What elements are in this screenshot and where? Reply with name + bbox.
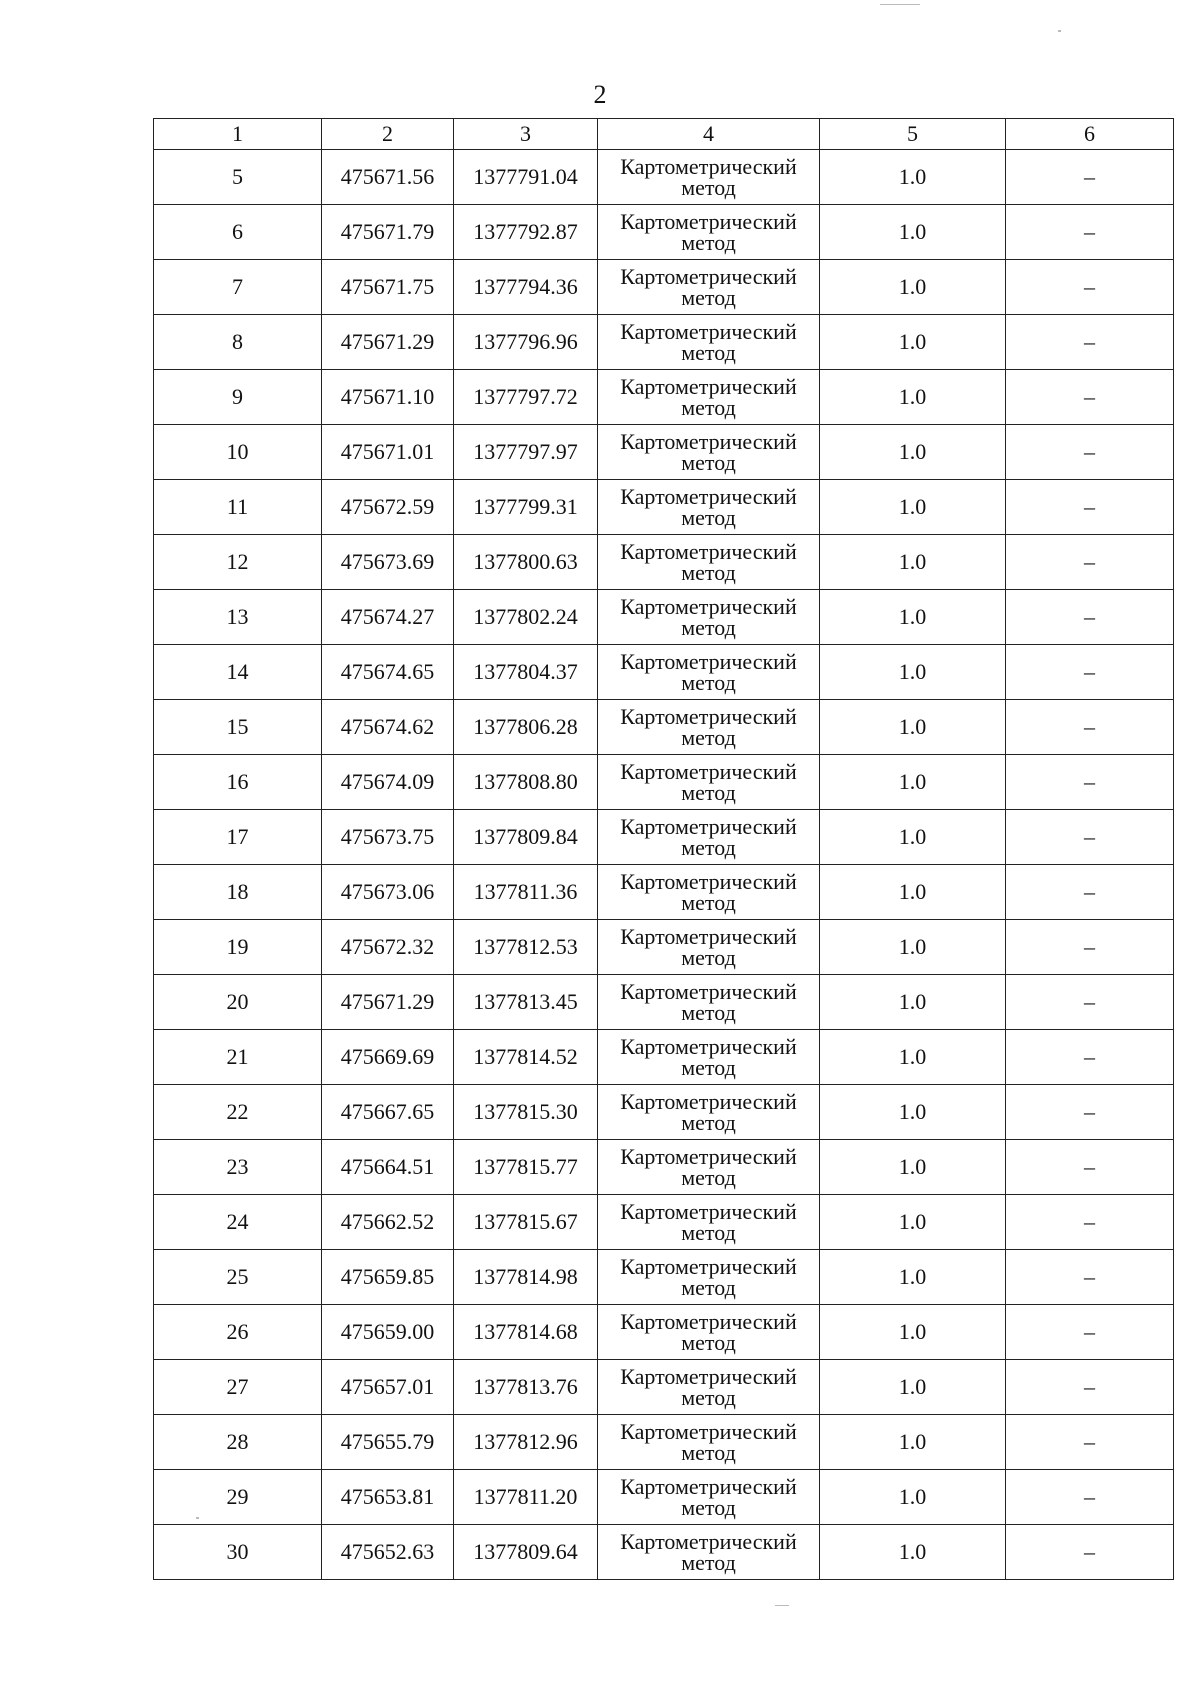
method-line-2: метод [681,1275,736,1300]
method-cell [598,480,820,535]
point-number-cell: 25 [154,1250,322,1305]
table-row [154,1195,1174,1250]
accuracy-cell: 1.0 [820,810,1006,865]
method-cell [598,315,820,370]
note-cell: – [1006,1140,1174,1195]
accuracy-cell: 1.0 [820,205,1006,260]
method-line-1: Картометрический [620,1474,797,1499]
method-cell [598,425,820,480]
scan-speck [1058,30,1061,32]
x-coordinate-cell: 475662.52 [322,1195,454,1250]
method-line-1: Картометрический [620,924,797,949]
page-number: 2 [593,80,607,109]
table-row [154,205,1174,260]
method-line-1: Картометрический [620,979,797,1004]
x-coordinate-cell: 475671.56 [322,150,454,205]
scan-speck [880,4,920,5]
point-number-cell: 30 [154,1525,322,1580]
accuracy-cell: 1.0 [820,590,1006,645]
note-cell: – [1006,1360,1174,1415]
method-line-2: метод [681,450,736,475]
table-row [154,425,1174,480]
accuracy-cell: 1.0 [820,1250,1006,1305]
method-cell [598,1305,820,1360]
note-cell: – [1006,1525,1174,1580]
table-row [154,645,1174,700]
x-coordinate-cell: 475669.69 [322,1030,454,1085]
note-cell: – [1006,1415,1174,1470]
note-cell: – [1006,370,1174,425]
column-header: 2 [322,119,454,150]
note-cell: – [1006,590,1174,645]
accuracy-cell: 1.0 [820,1030,1006,1085]
method-line-2: метод [681,230,736,255]
method-line-1: Картометрический [620,759,797,784]
point-number-cell: 6 [154,205,322,260]
accuracy-cell: 1.0 [820,260,1006,315]
y-coordinate-cell: 1377796.96 [454,315,598,370]
note-cell: – [1006,1085,1174,1140]
y-coordinate-cell: 1377797.72 [454,370,598,425]
y-coordinate-cell: 1377814.98 [454,1250,598,1305]
method-line-2: метод [681,505,736,530]
note-cell: – [1006,535,1174,590]
method-cell [598,535,820,590]
accuracy-cell: 1.0 [820,865,1006,920]
method-line-2: метод [681,1440,736,1465]
x-coordinate-cell: 475672.59 [322,480,454,535]
table-row [154,370,1174,425]
x-coordinate-cell: 475671.01 [322,425,454,480]
y-coordinate-cell: 1377813.76 [454,1360,598,1415]
accuracy-cell: 1.0 [820,1360,1006,1415]
x-coordinate-cell: 475664.51 [322,1140,454,1195]
method-line-2: метод [681,340,736,365]
note-cell: – [1006,1250,1174,1305]
y-coordinate-cell: 1377792.87 [454,205,598,260]
table-row [154,1470,1174,1525]
method-line-1: Картометрический [620,154,797,179]
method-line-1: Картометрический [620,704,797,729]
point-number-cell: 11 [154,480,322,535]
method-cell [598,1470,820,1525]
column-header: 3 [454,119,598,150]
x-coordinate-cell: 475671.29 [322,975,454,1030]
y-coordinate-cell: 1377814.68 [454,1305,598,1360]
point-number-cell: 17 [154,810,322,865]
table-row [154,1250,1174,1305]
point-number-cell: 19 [154,920,322,975]
accuracy-cell: 1.0 [820,315,1006,370]
method-line-1: Картометрический [620,649,797,674]
accuracy-cell: 1.0 [820,920,1006,975]
x-coordinate-cell: 475674.62 [322,700,454,755]
point-number-cell: 5 [154,150,322,205]
note-cell: – [1006,1030,1174,1085]
column-number-header-row [154,119,1174,150]
x-coordinate-cell: 475671.29 [322,315,454,370]
y-coordinate-cell: 1377811.36 [454,865,598,920]
table-row [154,755,1174,810]
accuracy-cell: 1.0 [820,1195,1006,1250]
x-coordinate-cell: 475671.75 [322,260,454,315]
method-cell [598,755,820,810]
point-number-cell: 24 [154,1195,322,1250]
column-header: 5 [820,119,1006,150]
accuracy-cell: 1.0 [820,150,1006,205]
point-number-cell: 27 [154,1360,322,1415]
method-line-2: метод [681,1550,736,1575]
point-number-cell: 20 [154,975,322,1030]
point-number-cell: 15 [154,700,322,755]
point-number-cell: 18 [154,865,322,920]
table-row [154,535,1174,590]
x-coordinate-cell: 475673.06 [322,865,454,920]
method-cell [598,865,820,920]
x-coordinate-cell: 475674.65 [322,645,454,700]
table-row [154,1360,1174,1415]
x-coordinate-cell: 475673.75 [322,810,454,865]
accuracy-cell: 1.0 [820,1415,1006,1470]
point-number-cell: 26 [154,1305,322,1360]
x-coordinate-cell: 475667.65 [322,1085,454,1140]
method-cell [598,920,820,975]
x-coordinate-cell: 475655.79 [322,1415,454,1470]
x-coordinate-cell: 475671.79 [322,205,454,260]
method-line-2: метод [681,1385,736,1410]
method-cell [598,645,820,700]
point-number-cell: 22 [154,1085,322,1140]
y-coordinate-cell: 1377813.45 [454,975,598,1030]
y-coordinate-cell: 1377815.77 [454,1140,598,1195]
point-number-cell: 23 [154,1140,322,1195]
y-coordinate-cell: 1377812.96 [454,1415,598,1470]
method-line-1: Картометрический [620,1089,797,1114]
point-number-cell: 28 [154,1415,322,1470]
method-line-2: метод [681,615,736,640]
method-cell [598,1195,820,1250]
point-number-cell: 14 [154,645,322,700]
note-cell: – [1006,865,1174,920]
method-line-2: метод [681,890,736,915]
note-cell: – [1006,315,1174,370]
x-coordinate-cell: 475674.27 [322,590,454,645]
y-coordinate-cell: 1377815.30 [454,1085,598,1140]
method-line-2: метод [681,670,736,695]
point-number-cell: 9 [154,370,322,425]
point-number-cell: 21 [154,1030,322,1085]
x-coordinate-cell: 475653.81 [322,1470,454,1525]
method-cell [598,1415,820,1470]
accuracy-cell: 1.0 [820,535,1006,590]
method-line-2: метод [681,560,736,585]
note-cell: – [1006,920,1174,975]
y-coordinate-cell: 1377809.84 [454,810,598,865]
table-row [154,1305,1174,1360]
method-line-2: метод [681,175,736,200]
y-coordinate-cell: 1377799.31 [454,480,598,535]
method-line-2: метод [681,945,736,970]
y-coordinate-cell: 1377814.52 [454,1030,598,1085]
method-line-1: Картометрический [620,209,797,234]
method-cell [598,700,820,755]
column-header: 6 [1006,119,1174,150]
y-coordinate-cell: 1377809.64 [454,1525,598,1580]
method-cell [598,810,820,865]
method-line-2: метод [681,835,736,860]
method-line-1: Картометрический [620,1034,797,1059]
method-cell [598,1085,820,1140]
method-cell [598,1360,820,1415]
table-row [154,480,1174,535]
method-line-2: метод [681,1165,736,1190]
x-coordinate-cell: 475659.00 [322,1305,454,1360]
method-line-1: Картометрический [620,1309,797,1334]
note-cell: – [1006,975,1174,1030]
method-line-1: Картометрический [620,1364,797,1389]
accuracy-cell: 1.0 [820,1525,1006,1580]
x-coordinate-cell: 475673.69 [322,535,454,590]
point-number-cell: 7 [154,260,322,315]
method-cell [598,1030,820,1085]
y-coordinate-cell: 1377800.63 [454,535,598,590]
method-line-1: Картометрический [620,814,797,839]
method-line-1: Картометрический [620,429,797,454]
note-cell: – [1006,1470,1174,1525]
y-coordinate-cell: 1377797.97 [454,425,598,480]
method-line-2: метод [681,780,736,805]
method-line-2: метод [681,725,736,750]
accuracy-cell: 1.0 [820,1085,1006,1140]
point-number-cell: 12 [154,535,322,590]
table-row [154,1415,1174,1470]
accuracy-cell: 1.0 [820,1140,1006,1195]
method-line-1: Картометрический [620,594,797,619]
method-line-1: Картометрический [620,484,797,509]
table-row [154,1140,1174,1195]
table-row [154,975,1174,1030]
method-cell [598,205,820,260]
table-row [154,150,1174,205]
table-row [154,700,1174,755]
point-number-cell: 16 [154,755,322,810]
method-line-1: Картометрический [620,1529,797,1554]
note-cell: – [1006,425,1174,480]
note-cell: – [1006,260,1174,315]
note-cell: – [1006,205,1174,260]
accuracy-cell: 1.0 [820,425,1006,480]
method-line-2: метод [681,1055,736,1080]
x-coordinate-cell: 475674.09 [322,755,454,810]
accuracy-cell: 1.0 [820,370,1006,425]
y-coordinate-cell: 1377791.04 [454,150,598,205]
x-coordinate-cell: 475652.63 [322,1525,454,1580]
y-coordinate-cell: 1377815.67 [454,1195,598,1250]
method-cell [598,590,820,645]
scan-speck [196,1517,199,1519]
method-line-2: метод [681,1220,736,1245]
method-line-2: метод [681,1110,736,1135]
method-line-2: метод [681,285,736,310]
note-cell: – [1006,1305,1174,1360]
coordinates-table [153,118,1174,1580]
method-line-2: метод [681,1000,736,1025]
column-header: 1 [154,119,322,150]
x-coordinate-cell: 475672.32 [322,920,454,975]
note-cell: – [1006,810,1174,865]
method-cell [598,975,820,1030]
table-row [154,260,1174,315]
accuracy-cell: 1.0 [820,755,1006,810]
point-number-cell: 13 [154,590,322,645]
column-header: 4 [598,119,820,150]
x-coordinate-cell: 475659.85 [322,1250,454,1305]
method-line-1: Картометрический [620,374,797,399]
method-cell [598,1525,820,1580]
point-number-cell: 10 [154,425,322,480]
accuracy-cell: 1.0 [820,1470,1006,1525]
y-coordinate-cell: 1377802.24 [454,590,598,645]
note-cell: – [1006,480,1174,535]
method-cell [598,260,820,315]
note-cell: – [1006,645,1174,700]
note-cell: – [1006,700,1174,755]
y-coordinate-cell: 1377811.20 [454,1470,598,1525]
y-coordinate-cell: 1377812.53 [454,920,598,975]
accuracy-cell: 1.0 [820,1305,1006,1360]
method-cell [598,1140,820,1195]
table-row [154,1030,1174,1085]
x-coordinate-cell: 475671.10 [322,370,454,425]
accuracy-cell: 1.0 [820,975,1006,1030]
y-coordinate-cell: 1377806.28 [454,700,598,755]
method-line-2: метод [681,1330,736,1355]
table-row [154,865,1174,920]
y-coordinate-cell: 1377804.37 [454,645,598,700]
table-row [154,1085,1174,1140]
accuracy-cell: 1.0 [820,700,1006,755]
method-line-1: Картометрический [620,264,797,289]
point-number-cell: 8 [154,315,322,370]
method-line-1: Картометрический [620,1144,797,1169]
method-line-2: метод [681,395,736,420]
accuracy-cell: 1.0 [820,480,1006,535]
table-body [154,119,1174,1580]
method-line-1: Картометрический [620,539,797,564]
method-cell [598,370,820,425]
scan-speck [775,1605,789,1606]
x-coordinate-cell: 475657.01 [322,1360,454,1415]
table-row [154,1525,1174,1580]
note-cell: – [1006,755,1174,810]
method-line-1: Картометрический [620,319,797,344]
method-line-1: Картометрический [620,1199,797,1224]
table-row [154,810,1174,865]
table-row [154,590,1174,645]
note-cell: – [1006,150,1174,205]
y-coordinate-cell: 1377794.36 [454,260,598,315]
method-line-1: Картометрический [620,869,797,894]
accuracy-cell: 1.0 [820,645,1006,700]
point-number-cell: 29 [154,1470,322,1525]
method-line-2: метод [681,1495,736,1520]
y-coordinate-cell: 1377808.80 [454,755,598,810]
table-row [154,920,1174,975]
method-line-1: Картометрический [620,1254,797,1279]
method-cell [598,150,820,205]
method-line-1: Картометрический [620,1419,797,1444]
table-row [154,315,1174,370]
method-cell [598,1250,820,1305]
note-cell: – [1006,1195,1174,1250]
